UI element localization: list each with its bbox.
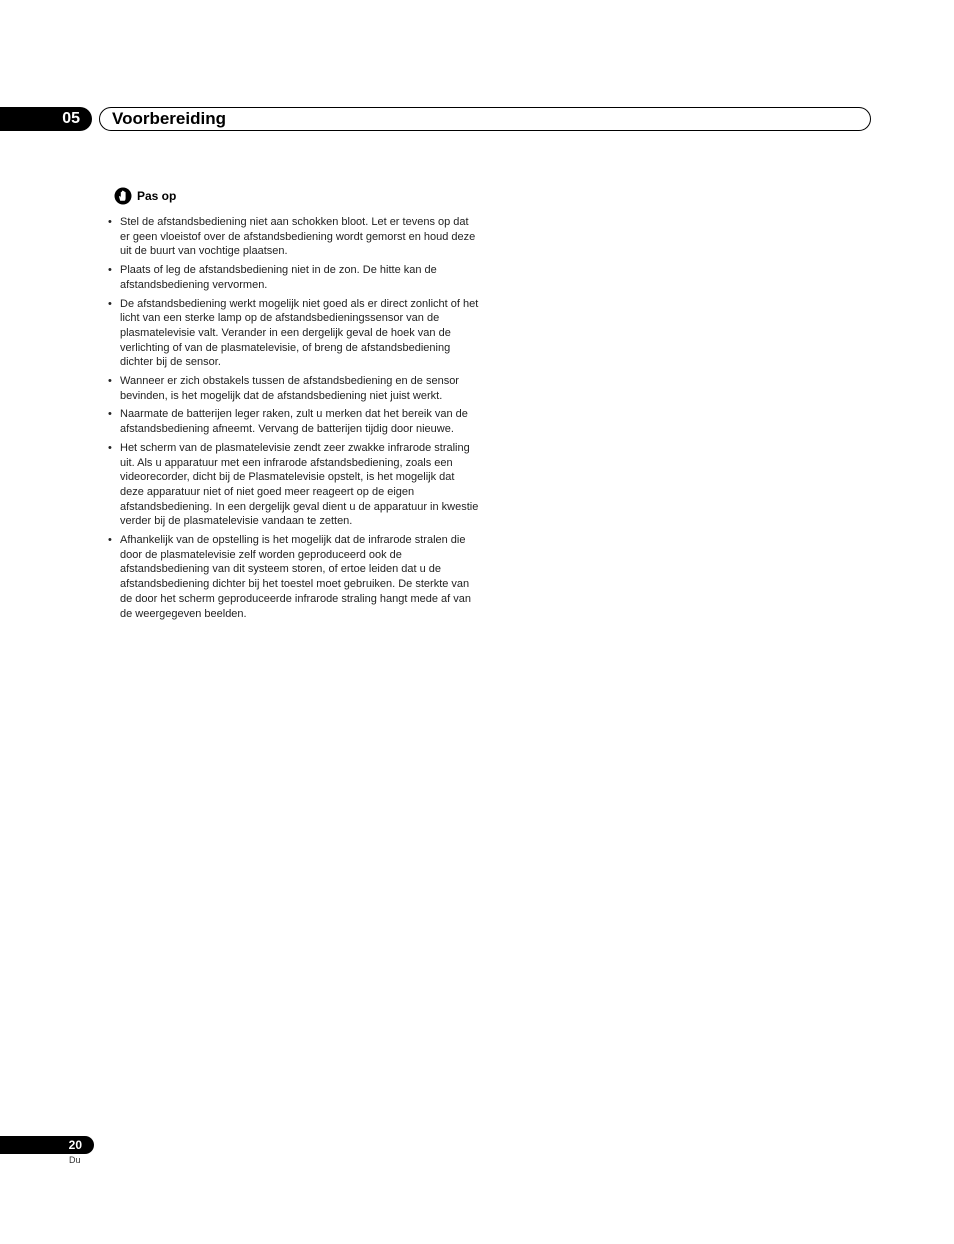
page-number: 20 xyxy=(68,1138,82,1152)
list-item xyxy=(107,407,479,436)
list-item xyxy=(107,215,479,259)
list-item xyxy=(107,263,479,292)
list-item-text: Stel de afstandsbediening niet aan schokken bloot. Let er tevens op dat er geen vloeistof over de afstandsbediening wordt gemorst en houd deze uit de buurt van vochtige plaatsen. xyxy=(120,216,476,258)
chapter-number-tab xyxy=(0,107,92,131)
caution-title: Pas op xyxy=(137,189,177,203)
caution-list xyxy=(107,215,479,621)
list-item xyxy=(107,533,479,621)
list-item-text: Naarmate de batterijen leger raken, zult u merken dat het bereik van de afstandsbediening afneemt. Vervang de batterijen tijdig door nieuwe. xyxy=(120,408,468,436)
caution-hand-icon xyxy=(114,187,132,205)
chapter-title: Voorbereiding xyxy=(112,109,226,128)
bullet-icon: • xyxy=(108,216,112,228)
list-item xyxy=(107,374,479,403)
bullet-icon: • xyxy=(108,408,112,421)
page-number-tab xyxy=(0,1136,94,1154)
list-item xyxy=(107,297,479,371)
bullet-icon: • xyxy=(108,264,112,277)
bullet-icon: • xyxy=(108,297,112,310)
chapter-title-bar xyxy=(99,107,871,131)
list-item-text: Afhankelijk van de opstelling is het mogelijk dat de infrarode stralen die door de plasmatelevisie zelf worden geproduceerd ook de afstandsbediening van dit systeem storen, of ertoe leiden dat u de afstandsbediening dichter bij het toestel moet gebruiken. De sterkte van de door het scherm geproduceerde infrarode straling hangt mede af van de weergegeven beelden. xyxy=(120,534,471,620)
bullet-icon: • xyxy=(108,375,112,388)
chapter-number: 05 xyxy=(62,110,80,127)
caution-heading xyxy=(114,187,479,205)
list-item-text: De afstandsbediening werkt mogelijk niet goed als er direct zonlicht of het licht van een sterke lamp op de afstandsbedieningssensor van de plasmatelevisie valt. Verander in een dergelijk geval de hoek van de verlichting of van de plasmatelevisie, of breng de afstandsbediening dichter bij de sensor. xyxy=(120,297,479,369)
bullet-icon: • xyxy=(108,534,112,547)
language-code: Du xyxy=(69,1155,81,1165)
list-item-text: Wanneer er zich obstakels tussen de afstandsbediening en de sensor bevinden, is het mogelijk dat de afstandsbediening niet juist werkt. xyxy=(120,375,459,402)
list-item-text: Plaats of leg de afstandsbediening niet in de zon. De hitte kan de afstandsbediening vervormen. xyxy=(120,264,437,291)
caution-section xyxy=(107,187,479,625)
bullet-icon: • xyxy=(108,441,112,454)
list-item xyxy=(107,441,479,529)
list-item-text: Het scherm van de plasmatelevisie zendt zeer zwakke infrarode straling uit. Als u apparatuur met een infrarode afstandsbediening, zoals een videorecorder, dicht bij de Plasmatelevisie opstelt, is het mogelijk dat deze apparatuur niet of niet goed meer reageert op de eigen afstandsbediening. In een dergelijk geval dient u de apparatuur in kwestie verder bij de plasmatelevisie vandaan te zetten. xyxy=(120,441,479,528)
